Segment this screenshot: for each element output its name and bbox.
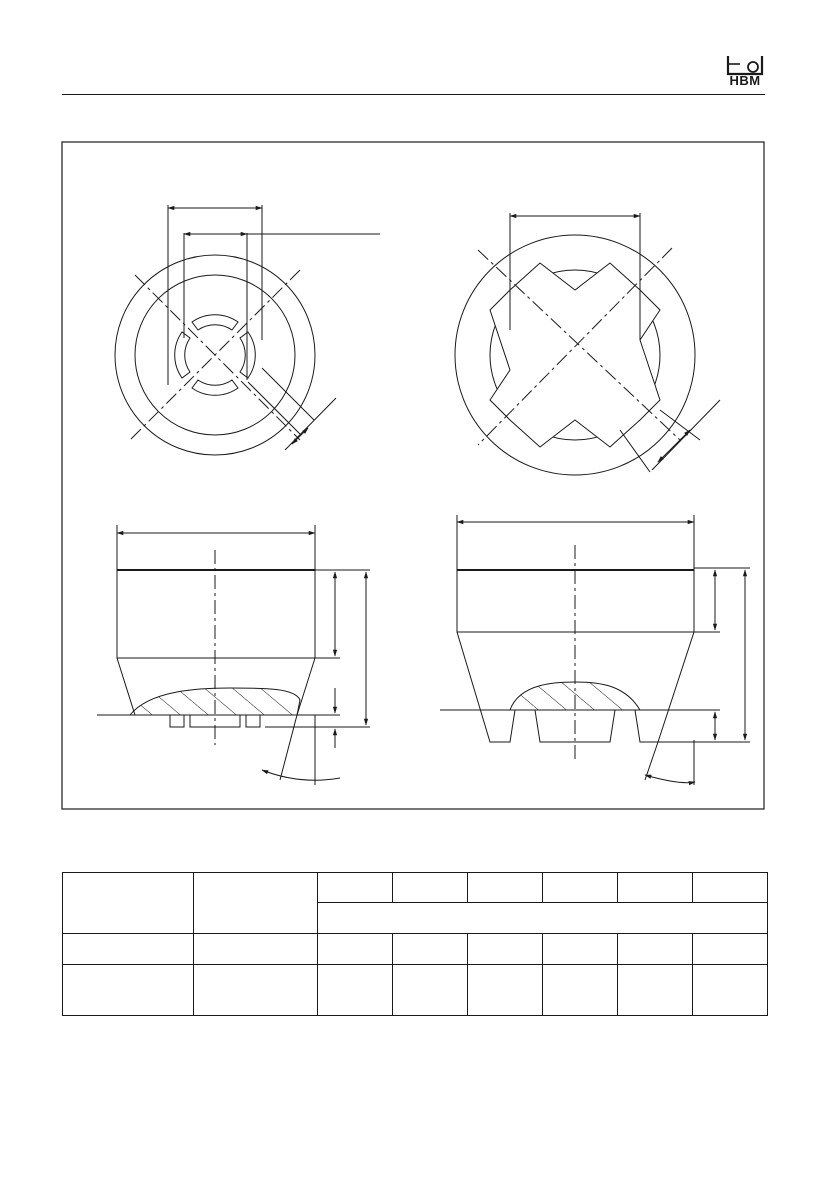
table-cell [63, 965, 194, 1016]
table-row [63, 873, 768, 903]
logo-text: HBM [729, 73, 761, 88]
table-cell [468, 965, 543, 1016]
table-cell [393, 965, 468, 1016]
table-cell [618, 873, 693, 903]
table-cell [318, 965, 393, 1016]
table-cell [618, 934, 693, 965]
table-cell [618, 965, 693, 1016]
table-cell [63, 934, 194, 965]
table-cell [543, 873, 618, 903]
table-cell [194, 873, 318, 934]
table-row [63, 934, 768, 965]
top-view-small [115, 205, 380, 455]
dimensions-table [62, 872, 768, 1016]
table-cell [543, 965, 618, 1016]
table-cell [693, 934, 768, 965]
table-cell [468, 873, 543, 903]
table-cell [693, 965, 768, 1016]
table-cell [468, 934, 543, 965]
side-view-large [440, 515, 750, 785]
table-cell [194, 965, 318, 1016]
table-cell [393, 873, 468, 903]
table-cell [318, 903, 768, 934]
table-cell [693, 873, 768, 903]
table-row [63, 965, 768, 1016]
table-cell [318, 873, 393, 903]
side-view-small [97, 525, 370, 785]
table-cell [194, 934, 318, 965]
table-cell [393, 934, 468, 965]
table-cell [543, 934, 618, 965]
table-cell [318, 934, 393, 965]
table-cell [63, 873, 194, 934]
top-view-large [455, 213, 720, 475]
